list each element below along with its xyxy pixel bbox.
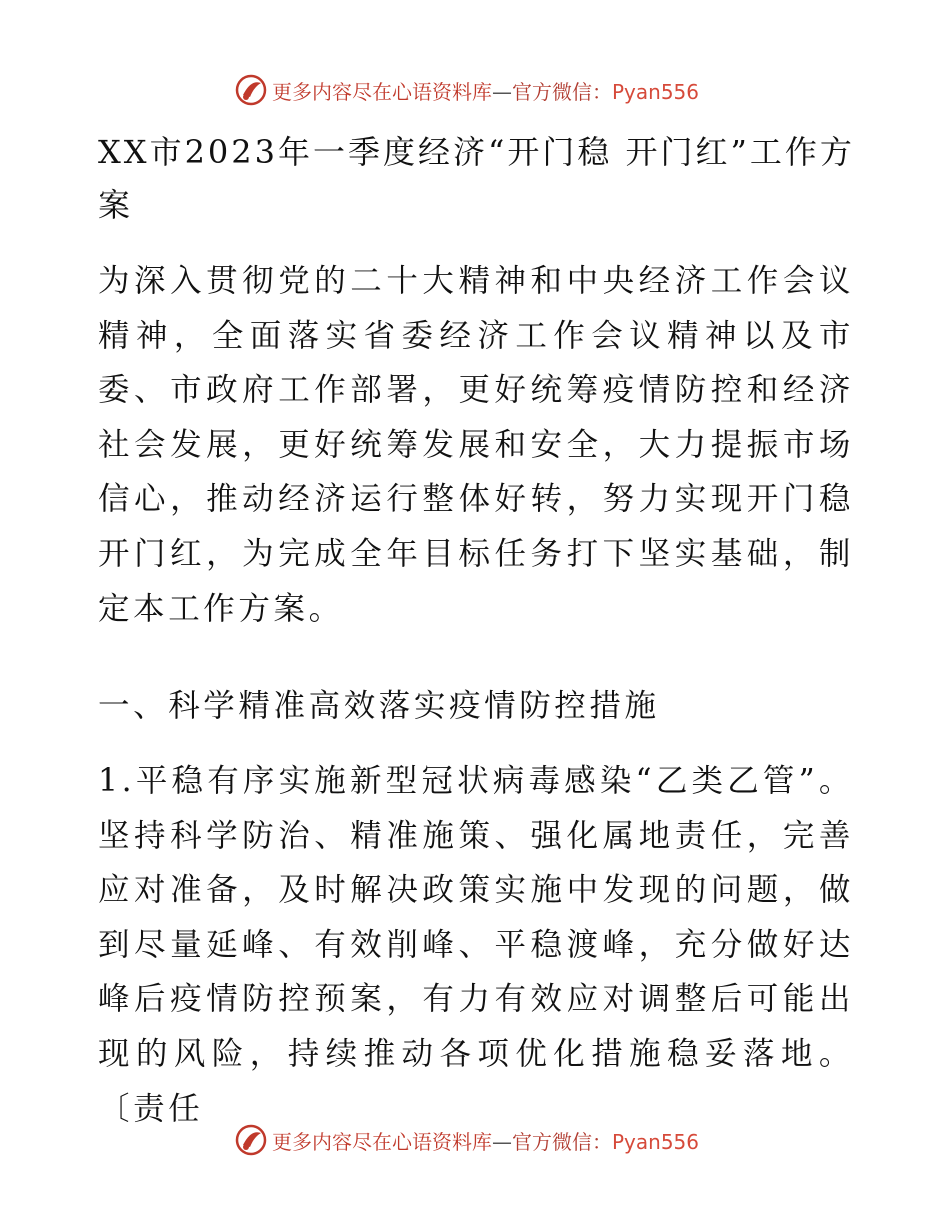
header-watermark-banner <box>0 70 950 110</box>
watermark-text: 更多内容尽在心语资料库—官方微信：Pyan556 <box>272 1129 700 1154</box>
footer-watermark-banner <box>0 1120 950 1160</box>
item-paragraph: 1.平稳有序实施新型冠状病毒感染“乙类乙管”。坚持科学防治、精准施策、强化属地责任，完善应对准备，及时解决政策实施中发现的问题，做到尽量延峰、有效削峰、平稳渡峰，充分做好达峰后疫情防控预案，有力有效应对调整后可能出现的风险，持续推动各项优化措施稳妥落地。〔责任 <box>98 763 854 1127</box>
watermark-text: 更多内容尽在心语资料库—官方微信：Pyan556 <box>272 79 700 104</box>
brand-logo-icon <box>234 73 268 107</box>
intro-paragraph: 为深入贯彻党的二十大精神和中央经济工作会议精神，全面落实省委经济工作会议精神以及市委、市政府工作部署，更好统筹疫情防控和经济社会发展，更好统筹发展和安全，大力提振市场信心，推动经济运行整体好转，努力实现开门稳开门红，为完成全年目标任务打下坚实基础，制定本工作方案。 <box>98 263 854 627</box>
section-heading: 一、科学精准高效落实疫情防控措施 <box>98 688 660 724</box>
brand-logo-icon <box>234 1123 268 1157</box>
document-title: XX市2023年一季度经济“开门稳 开门红”工作方案 <box>98 133 855 224</box>
